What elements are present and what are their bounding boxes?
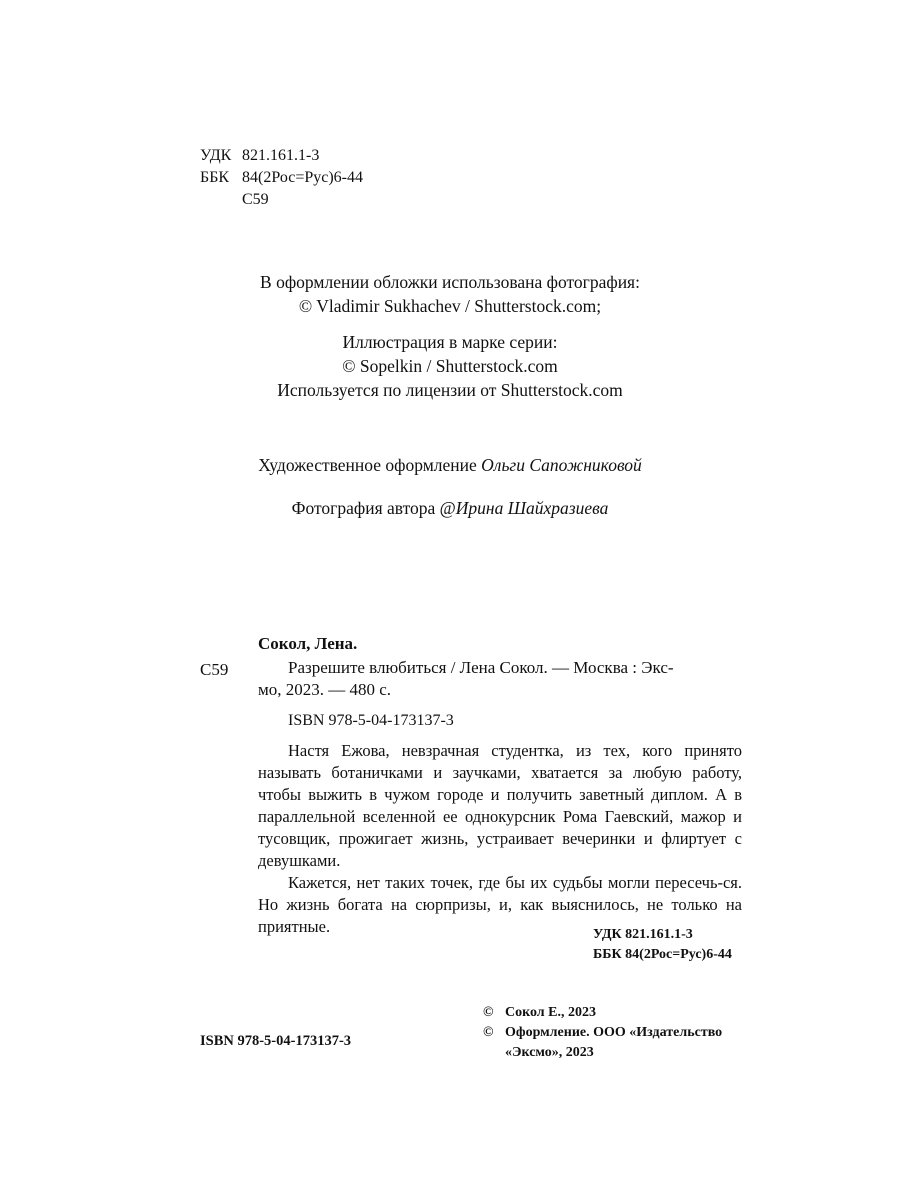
copyright-design-line2: «Эксмо», 2023 bbox=[505, 1045, 594, 1060]
bbk-row bbox=[200, 167, 363, 189]
footer-classification bbox=[593, 925, 732, 965]
author-photo-label: Фотография автора @ bbox=[291, 498, 456, 518]
catalog-title-line2: мо, 2023. — 480 с. bbox=[258, 680, 392, 699]
author-photo-credit bbox=[0, 496, 900, 520]
copyright-block bbox=[483, 1003, 722, 1063]
catalog-title-line1: Разрешите влюбиться / Лена Сокол. — Москва : Экс- bbox=[288, 658, 674, 677]
author-sign: С59 bbox=[242, 191, 269, 208]
udk-label: УДК bbox=[200, 147, 232, 164]
author-photo-name: Ирина Шайхразиева bbox=[455, 498, 609, 518]
copyright-author: Сокол Е., 2023 bbox=[505, 1005, 596, 1020]
copyright-symbol: © bbox=[483, 1005, 494, 1020]
classification-block bbox=[200, 145, 363, 211]
udk-row bbox=[200, 145, 363, 167]
series-illustration-line2: © Sopelkin / Shutterstock.com bbox=[342, 356, 558, 376]
copyright-author-row bbox=[483, 1003, 722, 1023]
bbk-value: 84(2Рос=Рус)6-44 bbox=[242, 169, 364, 186]
art-design-label: Художественное оформление bbox=[258, 455, 477, 475]
footer-isbn: ISBN 978-5-04-173137-3 bbox=[200, 1033, 352, 1049]
annotation bbox=[258, 740, 742, 938]
catalog-code: С59 bbox=[200, 660, 229, 679]
footer-udk: УДК 821.161.1-3 bbox=[593, 927, 693, 942]
annotation-paragraph-1: Настя Ежова, невзрачная студентка, из тех, кого принято называть ботаничками и заучками, хватается за любую работу, чтобы выжить в чужом городе и получить заветный диплом. А в параллельной вселенной ее однокурсник Рома Гаевский, мажор и тусовщик, прожигает жизнь, устраивает вечеринки и флиртует с девушками. bbox=[258, 741, 742, 870]
footer-bbk: ББК 84(2Рос=Рус)6-44 bbox=[593, 947, 732, 962]
bbk-label: ББК bbox=[200, 169, 230, 186]
copyright-symbol: © bbox=[483, 1025, 494, 1040]
catalog-isbn: ISBN 978-5-04-173137-3 bbox=[288, 712, 454, 729]
udk-value: 821.161.1-3 bbox=[242, 147, 320, 164]
cover-photo-credit bbox=[0, 270, 900, 318]
copyright-design-line1: Оформление. ООО «Издательство bbox=[505, 1025, 723, 1040]
copyright-design-row bbox=[483, 1023, 722, 1043]
series-illustration-line1: Иллюстрация в марке серии: bbox=[342, 332, 558, 352]
license-line: Используется по лицензии от Shutterstock.com bbox=[277, 380, 623, 400]
art-design-credit bbox=[0, 453, 900, 477]
annotation-paragraph-2: Кажется, нет таких точек, где бы их судьбы могли пересечь-ся. Но жизнь богата на сюрпризы, и, как выяснилось, не только на приятные. bbox=[258, 873, 742, 936]
cover-photo-line1: В оформлении обложки использована фотография: bbox=[260, 272, 640, 292]
series-illustration-credit bbox=[0, 330, 900, 402]
cover-photo-line2: © Vladimir Sukhachev / Shutterstock.com; bbox=[298, 296, 602, 316]
catalog-author: Сокол, Лена. bbox=[258, 634, 358, 653]
art-design-name: Ольги Сапожниковой bbox=[481, 455, 642, 475]
